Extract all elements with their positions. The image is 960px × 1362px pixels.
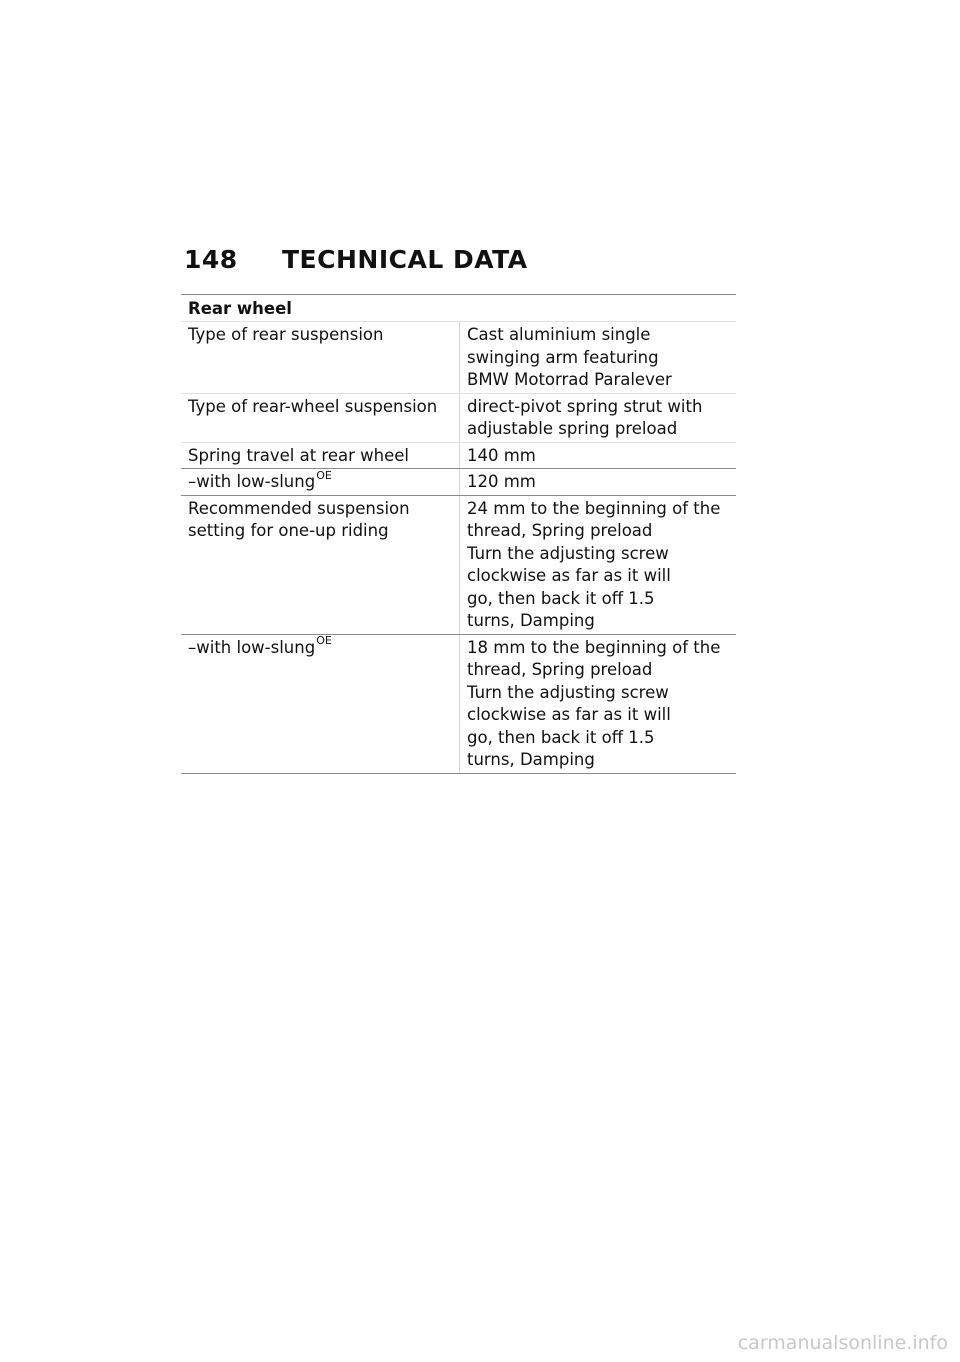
value-line: swinging arm featuring <box>467 347 659 367</box>
value-line: adjustable spring preload <box>467 419 678 438</box>
value-line: 18 mm to the beginning of the <box>467 637 721 657</box>
table-row <box>181 469 736 496</box>
row-value <box>459 635 736 773</box>
row-value <box>459 469 736 495</box>
table-row <box>181 635 736 774</box>
row-value <box>459 443 736 469</box>
oe-superscript: OE <box>316 468 332 482</box>
row-label <box>181 635 459 773</box>
row-label: Type of rear suspension <box>188 325 384 344</box>
row-label <box>181 469 459 495</box>
row-label-text: –with low-slung <box>188 637 316 657</box>
value-line: Turn the adjusting screw <box>467 543 669 563</box>
value-line: 24 mm to the beginning of the <box>467 498 721 518</box>
rear-wheel-table <box>181 294 736 774</box>
value-line: thread, Spring preload <box>467 660 653 679</box>
section-title: Rear wheel <box>181 295 736 322</box>
page-header <box>184 242 528 276</box>
table-row <box>181 394 736 443</box>
value-line: Cast aluminium single <box>467 325 651 344</box>
page-number: 148 <box>184 244 238 274</box>
value-line: thread, Spring preload <box>467 521 653 540</box>
value-line: direct-pivot spring strut with <box>467 396 703 416</box>
row-value <box>459 322 736 393</box>
row-label-text: –with low-slung <box>188 472 316 491</box>
row-label <box>181 496 459 634</box>
table-row <box>181 443 736 470</box>
row-label: Spring travel at rear wheel <box>188 445 409 465</box>
label-line: setting for one-up riding <box>188 521 389 540</box>
watermark: carmanualsonline.info <box>737 1332 948 1354</box>
value-line: 140 mm <box>467 445 536 465</box>
value-line: clockwise as far as it will <box>467 566 671 585</box>
table-row <box>181 322 736 394</box>
row-value <box>459 394 736 442</box>
value-line: turns, Damping <box>467 611 595 630</box>
table-row <box>181 496 736 635</box>
oe-superscript: OE <box>316 634 332 647</box>
value-line: go, then back it off 1.5 <box>467 727 655 747</box>
value-line: clockwise as far as it will <box>467 705 671 724</box>
value-line: BMW Motorrad Paralever <box>467 370 672 389</box>
page-title: TECHNICAL DATA <box>282 244 528 274</box>
label-line: Recommended suspension <box>188 498 410 518</box>
row-label: Type of rear-wheel suspension <box>188 396 438 416</box>
value-line: turns, Damping <box>467 750 595 769</box>
value-line: go, then back it off 1.5 <box>467 588 655 608</box>
row-value <box>459 496 736 634</box>
value-line: Turn the adjusting screw <box>467 682 669 702</box>
value-line: 120 mm <box>467 472 536 491</box>
